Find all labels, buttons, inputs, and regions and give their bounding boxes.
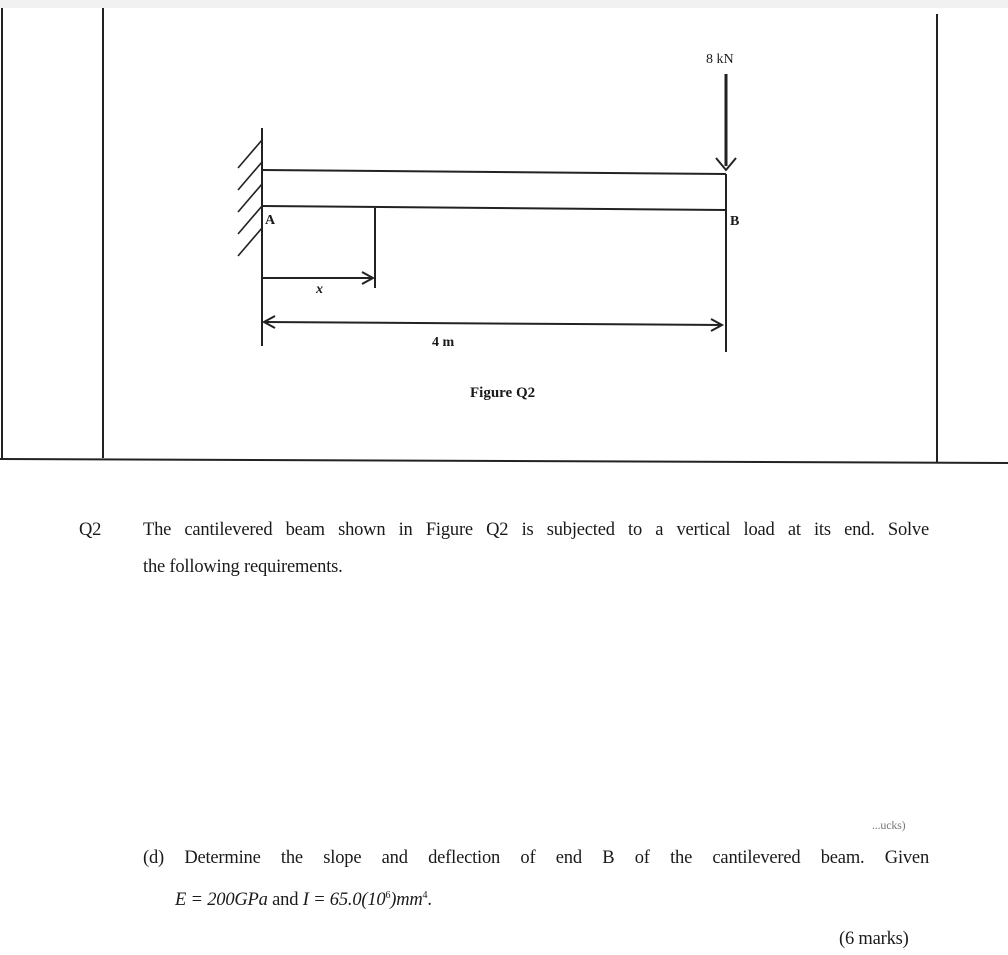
load-label: 8 kN: [706, 52, 734, 67]
beam-top-edge: [262, 170, 726, 174]
point-b-label: B: [730, 214, 740, 229]
figure-caption: Figure Q2: [470, 385, 536, 401]
marks-label: (6 marks): [839, 929, 909, 949]
frame-bottom-line: [0, 459, 1008, 463]
question-intro-line1: The cantilevered beam shown in Figure Q2 is subjected to a vertical load at its end. Solve: [143, 520, 929, 540]
erased-marks-fragment: ...ucks): [872, 818, 906, 832]
question-intro-line2: the following requirements.: [143, 557, 343, 577]
period: .: [427, 890, 432, 911]
exponent-4: 4: [422, 890, 428, 901]
part-d-given: [175, 885, 432, 911]
part-d-line1: (d) Determine the slope and deflection of end B of the cantilevered beam. Given: [143, 848, 929, 868]
inertia-value: I = 65.0(10: [302, 890, 386, 911]
length-label: 4 m: [432, 335, 455, 350]
beam-bottom-edge: [262, 206, 726, 210]
question-number: Q2: [79, 520, 102, 540]
inertia-unit: )mm: [390, 890, 423, 911]
modulus-value: E = 200GPa: [175, 890, 268, 911]
wall-hatch: [238, 140, 262, 256]
exponent-6: 6: [385, 890, 391, 901]
length-dimension-arrow: [264, 322, 722, 325]
x-label: x: [316, 282, 323, 297]
point-a-label: A: [265, 213, 276, 228]
and-word: and: [272, 890, 299, 911]
